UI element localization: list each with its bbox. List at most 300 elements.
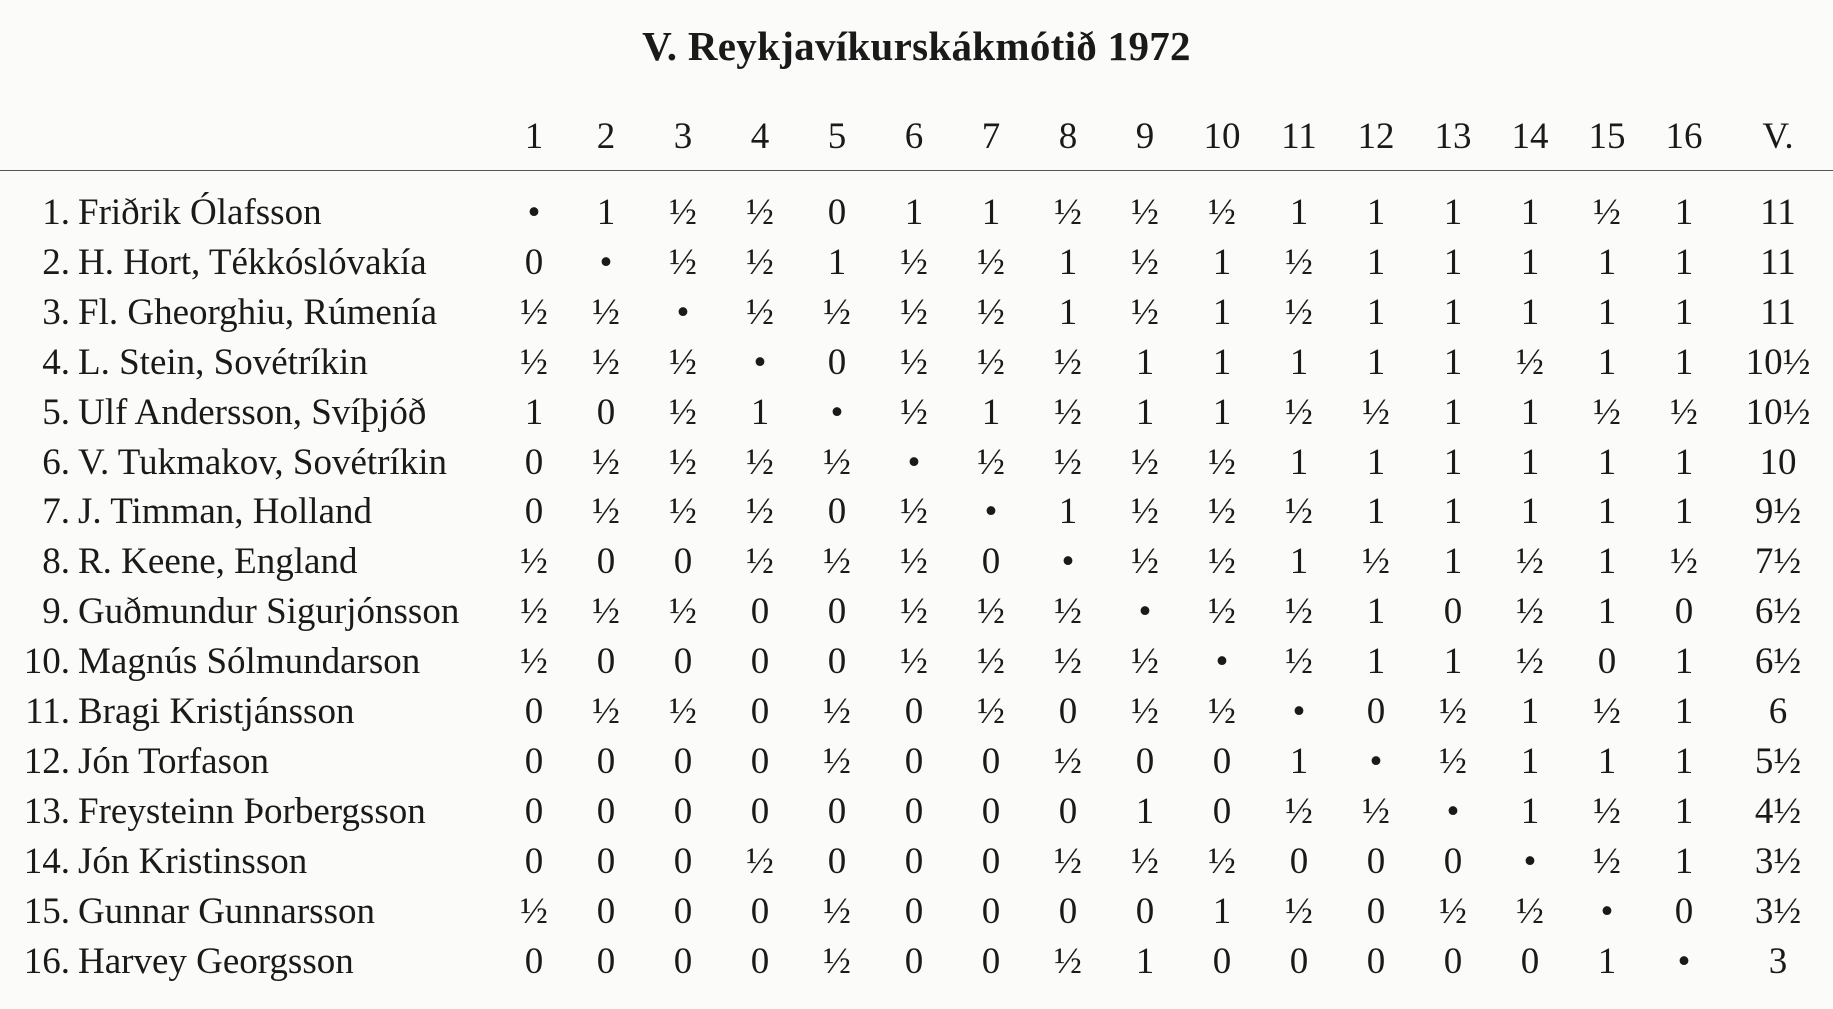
result-cell: 1: [1520, 791, 1540, 832]
total-score: 3: [1768, 941, 1788, 982]
result-cell: 1: [1058, 491, 1078, 532]
header-divider: [0, 170, 1833, 171]
result-cell: 1: [1443, 541, 1463, 582]
player-cell: [0, 537, 480, 587]
result-cell: ½: [1131, 541, 1159, 582]
result-cell: ½: [900, 641, 928, 682]
result-cell: 1: [1520, 741, 1540, 782]
result-cell: ½: [1516, 342, 1544, 383]
result-cell: 1: [1212, 392, 1232, 433]
result-cell: 0: [1443, 941, 1463, 982]
result-cell: ½: [1362, 791, 1390, 832]
column-header-row: [0, 112, 1833, 164]
total-score: 11: [1760, 242, 1796, 283]
result-cell: ½: [1285, 641, 1313, 682]
table-row: [0, 587, 1833, 637]
player-name: H. Hort, Tékkóslóvakía: [78, 242, 427, 283]
result-cell: 0: [827, 342, 847, 383]
table-row: [0, 887, 1833, 937]
result-cell: 0: [673, 641, 693, 682]
column-header-11: 11: [1281, 116, 1317, 157]
result-cell: ½: [977, 342, 1005, 383]
result-cell: 1: [1366, 591, 1386, 632]
result-cell: 0: [827, 491, 847, 532]
result-cell: ½: [1054, 741, 1082, 782]
result-cell: ½: [1285, 491, 1313, 532]
result-cell: ½: [1439, 891, 1467, 932]
table-row: [0, 637, 1833, 687]
result-cell: 0: [1135, 741, 1155, 782]
result-cell: 1: [1058, 292, 1078, 333]
result-cell: ½: [669, 342, 697, 383]
result-cell: 1: [1597, 442, 1617, 483]
result-cell: ½: [746, 292, 774, 333]
result-cell: 0: [1212, 791, 1232, 832]
player-rank: 4.: [42, 342, 70, 383]
result-cell: ½: [1131, 491, 1159, 532]
result-cell: ½: [1131, 641, 1159, 682]
result-cell: ½: [1054, 342, 1082, 383]
result-cell: ½: [1131, 841, 1159, 882]
total-score: 11: [1760, 192, 1796, 233]
result-cell: ½: [977, 691, 1005, 732]
result-cell: 0: [596, 941, 616, 982]
result-cell: ½: [900, 491, 928, 532]
result-cell: 0: [750, 791, 770, 832]
table-row: [0, 388, 1833, 438]
result-cell: 1: [1520, 242, 1540, 283]
result-cell: 1: [1597, 591, 1617, 632]
result-cell: ½: [520, 591, 548, 632]
column-header-12: 12: [1357, 116, 1395, 157]
result-cell: ½: [1593, 841, 1621, 882]
result-cell: 0: [673, 941, 693, 982]
result-cell: 0: [673, 841, 693, 882]
result-cell: •: [1600, 891, 1614, 932]
result-cell: 1: [1597, 292, 1617, 333]
result-cell: ½: [1131, 442, 1159, 483]
player-name: Guðmundur Sigurjónsson: [78, 591, 460, 632]
result-cell: •: [1677, 941, 1691, 982]
result-cell: 0: [673, 791, 693, 832]
result-cell: ½: [592, 691, 620, 732]
player-rank: 16.: [23, 941, 70, 982]
result-cell: ½: [1516, 541, 1544, 582]
result-cell: ½: [1516, 591, 1544, 632]
result-cell: ½: [669, 691, 697, 732]
result-cell: 0: [904, 691, 924, 732]
result-cell: ½: [1208, 442, 1236, 483]
result-cell: 1: [1212, 242, 1232, 283]
result-cell: ½: [977, 442, 1005, 483]
result-cell: ½: [823, 691, 851, 732]
table-row: [0, 787, 1833, 837]
result-cell: ½: [1516, 641, 1544, 682]
result-cell: 0: [1366, 841, 1386, 882]
result-cell: 1: [1289, 741, 1309, 782]
result-cell: ½: [1054, 192, 1082, 233]
table-row: [0, 837, 1833, 887]
column-header-5: 5: [827, 116, 847, 157]
result-cell: 1: [1289, 442, 1309, 483]
result-cell: ½: [1054, 841, 1082, 882]
table-row: [0, 338, 1833, 388]
table-row: [0, 188, 1833, 238]
result-cell: ½: [592, 491, 620, 532]
result-cell: ½: [1593, 791, 1621, 832]
player-rank: 7.: [42, 491, 70, 532]
player-cell: [0, 637, 480, 687]
result-cell: 1: [1289, 192, 1309, 233]
total-score: 6½: [1754, 641, 1802, 682]
result-cell: ½: [977, 591, 1005, 632]
column-header-6: 6: [904, 116, 924, 157]
result-cell: ½: [823, 741, 851, 782]
result-cell: 0: [904, 791, 924, 832]
result-cell: ½: [900, 292, 928, 333]
result-cell: 0: [524, 791, 544, 832]
result-cell: •: [1292, 691, 1306, 732]
player-rank: 8.: [42, 541, 70, 582]
result-cell: 0: [1289, 841, 1309, 882]
player-rank: 5.: [42, 392, 70, 433]
result-cell: 0: [1520, 941, 1540, 982]
column-header-16: 16: [1665, 116, 1703, 157]
result-cell: 1: [1674, 292, 1694, 333]
player-cell: [0, 388, 480, 438]
player-name: J. Timman, Holland: [78, 491, 372, 532]
table-row: [0, 487, 1833, 537]
column-header-8: 8: [1058, 116, 1078, 157]
result-cell: 1: [1443, 292, 1463, 333]
result-cell: 0: [750, 691, 770, 732]
result-cell: ½: [1208, 591, 1236, 632]
result-cell: 1: [1289, 342, 1309, 383]
result-cell: 1: [1366, 641, 1386, 682]
result-cell: 1: [1597, 242, 1617, 283]
page-title: V. Reykjavíkurskákmótið 1972: [642, 23, 1191, 69]
player-cell: [0, 587, 480, 637]
result-cell: 1: [1212, 342, 1232, 383]
result-cell: 0: [596, 741, 616, 782]
result-cell: ½: [746, 192, 774, 233]
result-cell: 0: [596, 541, 616, 582]
result-cell: 0: [981, 941, 1001, 982]
result-cell: 1: [1366, 292, 1386, 333]
player-name: Ulf Andersson, Svíþjóð: [78, 392, 427, 433]
result-cell: 1: [1597, 741, 1617, 782]
result-cell: 0: [524, 442, 544, 483]
player-cell: [0, 787, 480, 837]
result-cell: •: [676, 292, 690, 333]
result-cell: 1: [1520, 491, 1540, 532]
result-cell: ½: [1593, 392, 1621, 433]
player-rank: 2.: [42, 242, 70, 283]
result-cell: 0: [1212, 941, 1232, 982]
result-cell: 0: [673, 741, 693, 782]
player-name: Jón Kristinsson: [78, 841, 308, 882]
result-cell: 1: [1443, 192, 1463, 233]
result-cell: ½: [1208, 491, 1236, 532]
result-cell: 0: [981, 741, 1001, 782]
player-rank: 14.: [23, 841, 70, 882]
column-header-total: V.: [1762, 116, 1794, 157]
result-cell: 0: [1674, 891, 1694, 932]
player-cell: [0, 487, 480, 537]
result-cell: 0: [750, 591, 770, 632]
player-rank: 13.: [23, 791, 70, 832]
column-header-10: 10: [1203, 116, 1241, 157]
result-cell: 0: [524, 741, 544, 782]
result-cell: 1: [1674, 841, 1694, 882]
result-cell: 0: [981, 841, 1001, 882]
total-score: 10: [1759, 442, 1797, 483]
result-cell: 0: [750, 641, 770, 682]
player-cell: [0, 687, 480, 737]
result-cell: 0: [596, 891, 616, 932]
player-name: Magnús Sólmundarson: [78, 641, 421, 682]
result-cell: 1: [1597, 541, 1617, 582]
result-cell: 1: [1520, 392, 1540, 433]
result-cell: 1: [981, 392, 1001, 433]
result-cell: 1: [1674, 192, 1694, 233]
result-cell: ½: [669, 591, 697, 632]
result-cell: ½: [520, 292, 548, 333]
result-cell: ½: [746, 841, 774, 882]
result-cell: ½: [1131, 292, 1159, 333]
result-cell: ½: [1285, 392, 1313, 433]
result-cell: ½: [1362, 392, 1390, 433]
result-cell: 1: [1366, 192, 1386, 233]
result-cell: ½: [1439, 691, 1467, 732]
result-cell: ½: [1054, 442, 1082, 483]
result-cell: •: [1215, 641, 1229, 682]
player-cell: [0, 188, 480, 238]
result-cell: ½: [520, 342, 548, 383]
result-cell: ½: [746, 442, 774, 483]
result-cell: 0: [1058, 891, 1078, 932]
result-cell: 1: [1674, 342, 1694, 383]
table-row: [0, 288, 1833, 338]
result-cell: •: [1138, 591, 1152, 632]
result-cell: 1: [524, 392, 544, 433]
result-cell: 1: [1674, 242, 1694, 283]
result-cell: ½: [669, 242, 697, 283]
result-cell: ½: [823, 442, 851, 483]
player-cell: [0, 837, 480, 887]
result-cell: 1: [1366, 491, 1386, 532]
result-cell: 0: [827, 791, 847, 832]
player-name: V. Tukmakov, Sovétríkin: [78, 442, 448, 483]
result-cell: 1: [1520, 442, 1540, 483]
result-cell: •: [753, 342, 767, 383]
table-row: [0, 687, 1833, 737]
player-name: Jón Torfason: [78, 741, 269, 782]
table-row: [0, 937, 1833, 987]
result-cell: 0: [750, 941, 770, 982]
result-cell: ½: [977, 242, 1005, 283]
result-cell: 1: [1443, 491, 1463, 532]
result-cell: ½: [669, 491, 697, 532]
result-cell: 1: [1135, 392, 1155, 433]
result-cell: 0: [1058, 791, 1078, 832]
player-rank: 12.: [23, 741, 70, 782]
result-cell: 1: [1597, 941, 1617, 982]
result-cell: 0: [524, 841, 544, 882]
player-cell: [0, 737, 480, 787]
total-score: 10½: [1745, 342, 1811, 383]
result-cell: 0: [981, 541, 1001, 582]
player-cell: [0, 238, 480, 288]
player-rank: 6.: [42, 442, 70, 483]
result-cell: 1: [904, 192, 924, 233]
total-score: 11: [1760, 292, 1796, 333]
result-cell: 1: [1366, 242, 1386, 283]
result-cell: 1: [1443, 641, 1463, 682]
total-score: 5½: [1754, 741, 1802, 782]
total-score: 6½: [1754, 591, 1802, 632]
result-cell: 1: [1135, 791, 1155, 832]
result-cell: ½: [669, 192, 697, 233]
result-cell: ½: [592, 292, 620, 333]
result-cell: ½: [1285, 591, 1313, 632]
player-rank: 10.: [23, 641, 70, 682]
result-cell: •: [1061, 541, 1075, 582]
result-cell: 0: [1289, 941, 1309, 982]
result-cell: 1: [1674, 491, 1694, 532]
player-name: L. Stein, Sovétríkin: [78, 342, 368, 383]
result-cell: ½: [900, 242, 928, 283]
result-cell: ½: [900, 541, 928, 582]
result-cell: ½: [520, 891, 548, 932]
result-cell: ½: [1208, 691, 1236, 732]
result-cell: ½: [592, 591, 620, 632]
column-header-1: 1: [524, 116, 544, 157]
result-cell: ½: [1516, 891, 1544, 932]
table-row: [0, 438, 1833, 488]
result-cell: 1: [1443, 342, 1463, 383]
result-cell: ½: [1285, 292, 1313, 333]
column-header-2: 2: [596, 116, 616, 157]
result-cell: ½: [1362, 541, 1390, 582]
player-name: Gunnar Gunnarsson: [78, 891, 375, 932]
result-cell: ½: [1593, 192, 1621, 233]
result-cell: ½: [1670, 541, 1698, 582]
result-cell: 0: [981, 791, 1001, 832]
result-cell: 1: [750, 392, 770, 433]
result-cell: 0: [981, 891, 1001, 932]
result-cell: ½: [900, 342, 928, 383]
result-cell: 1: [1520, 292, 1540, 333]
result-cell: ½: [1208, 192, 1236, 233]
column-header-4: 4: [750, 116, 770, 157]
result-cell: 0: [1212, 741, 1232, 782]
result-cell: ½: [1054, 392, 1082, 433]
result-cell: 0: [524, 941, 544, 982]
total-score: 4½: [1754, 791, 1802, 832]
result-cell: ½: [1285, 242, 1313, 283]
result-cell: 0: [596, 641, 616, 682]
result-cell: •: [984, 491, 998, 532]
result-cell: 1: [1443, 242, 1463, 283]
result-cell: 0: [827, 192, 847, 233]
result-cell: ½: [746, 242, 774, 283]
column-header-9: 9: [1135, 116, 1155, 157]
player-rank: 15.: [23, 891, 70, 932]
result-cell: ½: [746, 491, 774, 532]
result-cell: 0: [827, 841, 847, 882]
result-cell: ½: [977, 292, 1005, 333]
result-cell: ½: [1131, 192, 1159, 233]
result-cell: ½: [1054, 641, 1082, 682]
result-cell: 0: [904, 841, 924, 882]
result-cell: ½: [977, 641, 1005, 682]
result-cell: 1: [827, 242, 847, 283]
result-cell: ½: [669, 442, 697, 483]
player-name: Fl. Gheorghiu, Rúmenía: [78, 292, 438, 333]
result-cell: •: [1446, 791, 1460, 832]
player-name: R. Keene, England: [78, 541, 358, 582]
player-cell: [0, 937, 480, 987]
table-row: [0, 537, 1833, 587]
result-cell: 1: [1058, 242, 1078, 283]
result-cell: 1: [1443, 442, 1463, 483]
result-cell: ½: [1131, 242, 1159, 283]
result-cell: ½: [1593, 691, 1621, 732]
result-cell: 1: [1366, 442, 1386, 483]
result-cell: •: [830, 392, 844, 433]
result-cell: 0: [750, 891, 770, 932]
result-cell: ½: [823, 941, 851, 982]
column-header-15: 15: [1588, 116, 1626, 157]
result-cell: ½: [1670, 392, 1698, 433]
result-cell: 0: [1443, 591, 1463, 632]
result-cell: •: [1369, 741, 1383, 782]
total-score: 3½: [1754, 891, 1802, 932]
result-cell: 0: [1366, 691, 1386, 732]
result-cell: 0: [596, 791, 616, 832]
result-cell: •: [527, 192, 541, 233]
result-cell: 0: [1366, 891, 1386, 932]
result-cell: 0: [1135, 891, 1155, 932]
result-cell: ½: [1285, 891, 1313, 932]
result-cell: 0: [673, 541, 693, 582]
result-cell: 1: [1135, 342, 1155, 383]
player-cell: [0, 288, 480, 338]
result-cell: 0: [524, 691, 544, 732]
result-cell: ½: [592, 342, 620, 383]
result-cell: 1: [1520, 691, 1540, 732]
result-cell: 1: [1289, 541, 1309, 582]
player-rank: 3.: [42, 292, 70, 333]
result-cell: 0: [904, 741, 924, 782]
result-cell: 0: [524, 242, 544, 283]
result-cell: ½: [823, 292, 851, 333]
result-cell: 1: [1674, 442, 1694, 483]
total-score: 6: [1768, 691, 1788, 732]
result-cell: •: [907, 442, 921, 483]
result-cell: 1: [1674, 641, 1694, 682]
result-cell: ½: [669, 392, 697, 433]
result-cell: ½: [1439, 741, 1467, 782]
result-cell: 1: [1135, 941, 1155, 982]
result-cell: ½: [746, 541, 774, 582]
result-cell: ½: [1054, 941, 1082, 982]
result-cell: 1: [1597, 491, 1617, 532]
result-cell: 1: [1674, 741, 1694, 782]
player-rank: 1.: [42, 192, 70, 233]
player-name: Harvey Georgsson: [78, 941, 354, 982]
